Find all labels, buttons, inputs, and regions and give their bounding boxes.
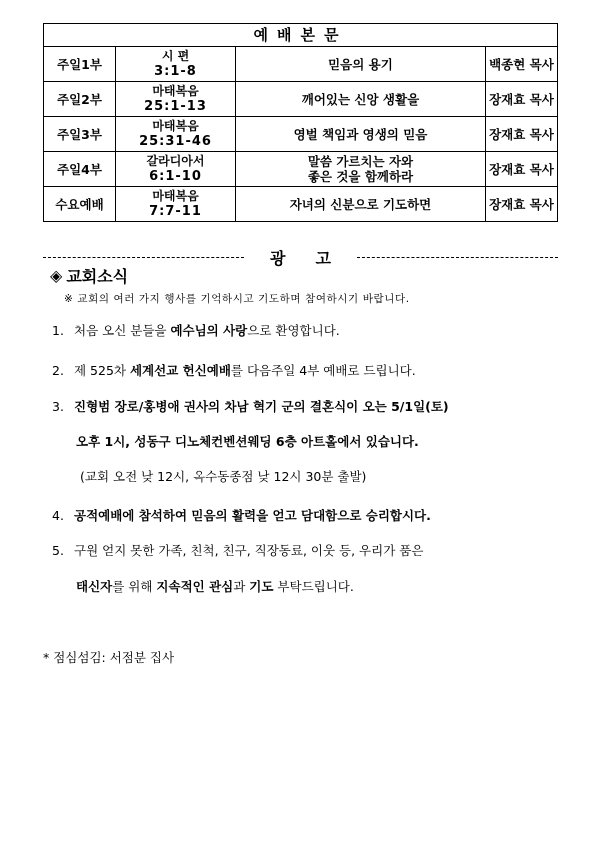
announcement-item-continued — [80, 467, 366, 485]
scripture-book: 시 편 — [161, 49, 190, 63]
announcement-item — [52, 361, 416, 379]
scripture-book: 갈라디아서 — [146, 154, 205, 168]
announcement-item — [52, 506, 431, 524]
item-text: 구원 얻지 못한 가족, 친척, 친구, 직장동료, 이웃 등, 우리가 품은 — [74, 543, 424, 558]
item-text-bold: 지속적인 관심 — [156, 579, 234, 594]
lunch-service-text: 점심섬김: 서점분 집사 — [53, 650, 175, 665]
scripture-ref — [116, 47, 236, 82]
service-name: 주일4부 — [44, 152, 116, 187]
scripture-ref — [116, 82, 236, 117]
worship-table-header-row — [44, 24, 558, 47]
sermon-title-line: 좋은 것을 함께하라 — [307, 169, 414, 184]
scripture-verse: 25:1-13 — [144, 99, 207, 114]
item-text-bold: 오후 1시, 성동구 디노체컨벤션웨딩 6층 아트홀에서 있습니다. — [76, 434, 419, 449]
item-text: 부탁드립니다. — [273, 579, 354, 594]
announcement-item-continued — [76, 432, 419, 450]
worship-table — [43, 23, 558, 222]
item-text-bold: 기도 — [249, 579, 274, 594]
scripture-book: 마태복음 — [152, 119, 199, 133]
worship-row — [44, 47, 558, 82]
sermon-title-line: 말씀 가르치는 자와 — [307, 154, 414, 169]
worship-row — [44, 117, 558, 152]
pastor-name: 장재효 목사 — [485, 187, 557, 222]
item-text-bold: 예수님의 사랑 — [170, 323, 248, 338]
announcement-title: 광고 — [270, 248, 361, 268]
church-news-heading — [50, 264, 128, 287]
item-number: 5. — [52, 543, 64, 558]
service-name: 수요예배 — [44, 187, 116, 222]
item-text: 제 525차 — [74, 363, 130, 378]
dashed-divider — [43, 257, 244, 258]
sermon-title — [236, 152, 486, 187]
service-name: 주일3부 — [44, 117, 116, 152]
item-text: 처음 오신 분들을 — [74, 323, 171, 338]
church-news-note: ※ 교회의 여러 가지 행사를 기억하시고 기도하며 참여하시기 바랍니다. — [64, 293, 410, 305]
scripture-verse: 7:7-11 — [149, 204, 202, 219]
pastor-name: 백종현 목사 — [485, 47, 557, 82]
worship-row — [44, 82, 558, 117]
scripture-ref — [116, 187, 236, 222]
service-name: 주일2부 — [44, 82, 116, 117]
scripture-verse: 3:1-8 — [154, 64, 197, 79]
scripture-ref — [116, 152, 236, 187]
item-number: 3. — [52, 399, 64, 414]
announcement-item — [52, 397, 449, 415]
sermon-title: 자녀의 신분으로 기도하면 — [236, 187, 486, 222]
sermon-title: 깨어있는 신앙 생활을 — [236, 82, 486, 117]
worship-table-title: 예배본문 — [44, 24, 558, 47]
announcement-item — [52, 541, 423, 559]
scripture-verse: 25:31-46 — [139, 134, 212, 149]
item-number: 1. — [52, 323, 64, 338]
scripture-ref — [116, 117, 236, 152]
lunch-service-note — [43, 648, 174, 666]
scripture-book: 마태복음 — [152, 189, 199, 203]
item-text-bold: 태신자 — [76, 579, 113, 594]
item-text: 으로 환영합니다. — [247, 323, 340, 338]
star-bullet-icon: * — [43, 650, 50, 665]
item-text-bold: 공적예배에 참석하여 믿음의 활력을 얻고 담대함으로 승리합시다. — [74, 508, 431, 523]
dashed-divider — [357, 257, 558, 258]
scripture-book: 마태복음 — [152, 84, 199, 98]
sermon-title: 영벌 책임과 영생의 믿음 — [236, 117, 486, 152]
worship-row — [44, 152, 558, 187]
sermon-title: 믿음의 용기 — [236, 47, 486, 82]
item-text: (교회 오전 낮 12시, 옥수동종점 낮 12시 30분 출발) — [80, 469, 367, 484]
item-number: 4. — [52, 508, 64, 523]
church-news-title: 교회소식 — [66, 267, 129, 286]
worship-row — [44, 187, 558, 222]
pastor-name: 장재효 목사 — [485, 152, 557, 187]
service-name: 주일1부 — [44, 47, 116, 82]
pastor-name: 장재효 목사 — [485, 82, 557, 117]
item-text: 를 위해 — [112, 579, 157, 594]
item-number: 2. — [52, 363, 64, 378]
item-text-bold: 진형범 장로/홍병애 권사의 차남 혁기 군의 결혼식이 오는 5/1일(토) — [74, 399, 449, 414]
announcement-item-continued — [76, 577, 354, 595]
item-text: 를 다음주일 4부 예배로 드립니다. — [230, 363, 416, 378]
pastor-name: 장재효 목사 — [485, 117, 557, 152]
diamond-bullet-icon: ◈ — [50, 266, 63, 285]
announcement-item — [52, 321, 340, 339]
item-text: 과 — [233, 579, 250, 594]
scripture-verse: 6:1-10 — [149, 169, 202, 184]
item-text-bold: 세계선교 헌신예배 — [129, 363, 231, 378]
